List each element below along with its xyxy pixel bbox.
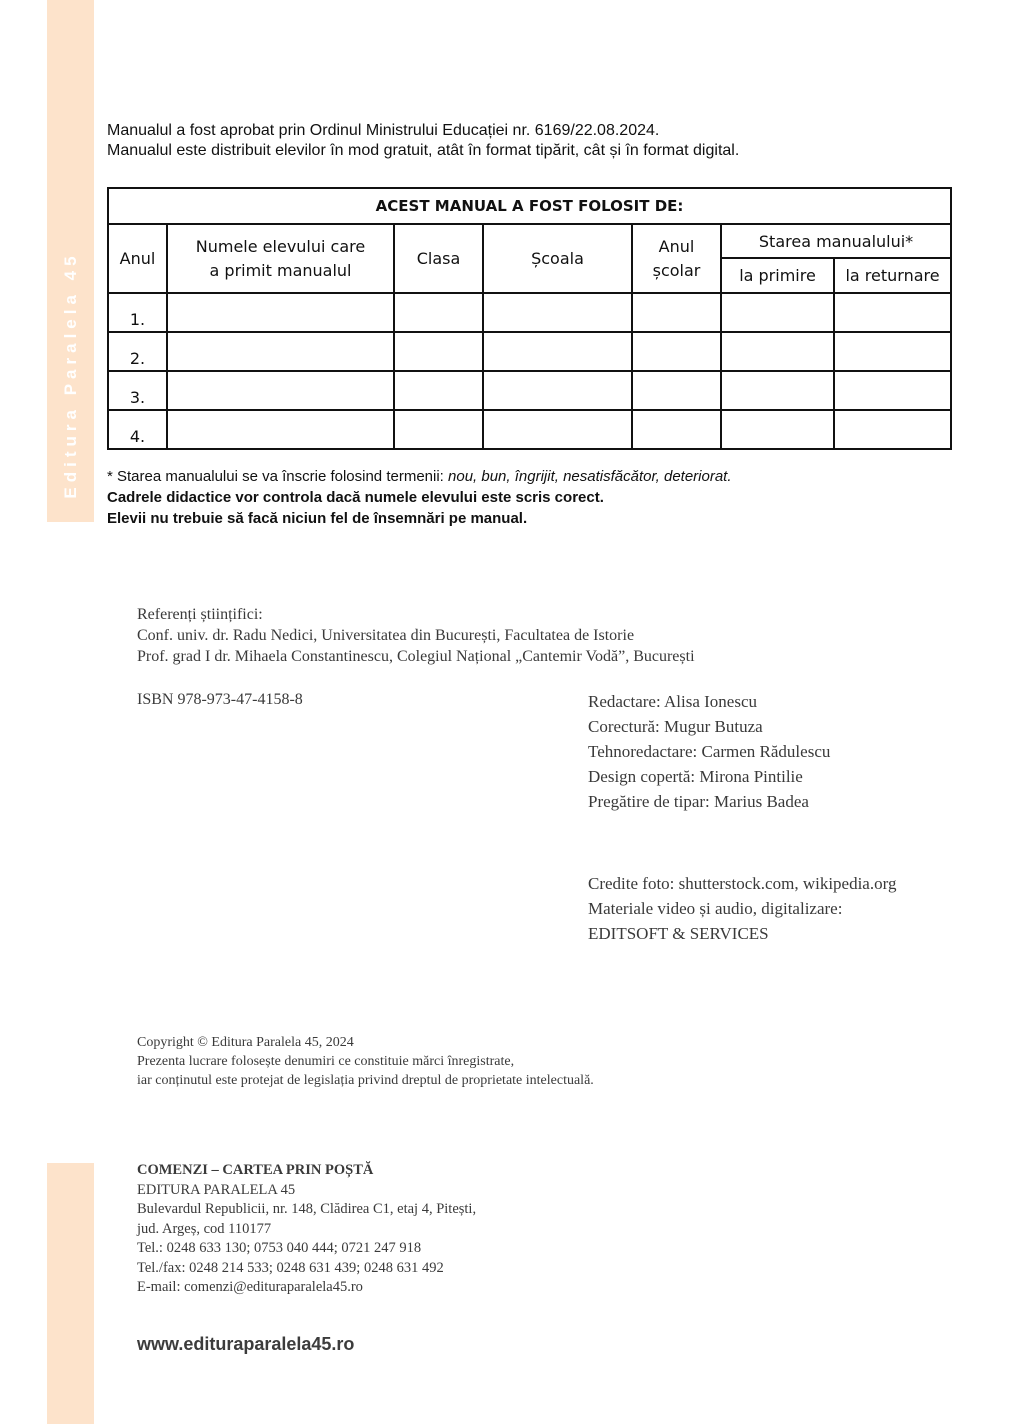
cell-school <box>483 332 632 371</box>
row-number: 4. <box>108 410 167 449</box>
table-title: ACEST MANUAL A FOST FOLOSIT DE: <box>108 188 951 224</box>
cell-on-return <box>834 371 951 410</box>
cell-school <box>483 410 632 449</box>
header-on-receipt: la primire <box>721 258 834 293</box>
orders-email[interactable]: E-mail: comenzi@edituraparalela45.ro <box>137 1279 363 1295</box>
credit-item: Design copertă: Mirona Pintilie <box>588 767 803 786</box>
orders-publisher: EDITURA PARALELA 45 <box>137 1181 296 1198</box>
sidebar-strip-top <box>47 0 94 522</box>
cell-on-return <box>834 332 951 371</box>
table-row <box>108 293 951 332</box>
referees-heading: Referenți științifici: <box>137 606 263 623</box>
table-row <box>108 332 951 371</box>
cell-school <box>483 293 632 332</box>
orders-tel: Tel.: 0248 633 130; 0753 040 444; 0721 247 918 <box>137 1240 422 1256</box>
header-school-year <box>632 224 721 293</box>
table-title-row <box>108 188 951 224</box>
orders-address-line2: jud. Argeș, cod 110177 <box>137 1220 272 1237</box>
cell-on-return <box>834 293 951 332</box>
header-school: Școala <box>483 224 632 293</box>
credit-item: Corectură: Mugur Butuza <box>588 717 763 736</box>
media-credits <box>588 871 896 946</box>
orders-address-line1: Bulevardul Republicii, nr. 148, Clădirea C1, etaj 4, Pitești, <box>137 1201 477 1217</box>
referee-item: Conf. univ. dr. Radu Nedici, Universitatea din București, Facultatea de Istorie <box>137 627 635 644</box>
approval-text <box>107 121 739 161</box>
header-condition: Starea manualului* <box>721 224 951 258</box>
cell-student-name <box>167 332 394 371</box>
footnote-text: * Starea manualului se va înscrie folosind termenii: <box>107 468 449 485</box>
approval-line-2: Manualul este distribuit elevilor în mod gratuit, atât în format tipărit, cât și în format digital. <box>107 142 740 159</box>
teachers-note: Cadrele didactice vor controla dacă numele elevului este scris corect. <box>107 489 604 506</box>
cell-on-receipt <box>721 332 834 371</box>
sidebar-label-text: Editura Paralela 45 <box>60 251 80 499</box>
orders-telfax: Tel./fax: 0248 214 533; 0248 631 439; 0248 631 492 <box>137 1259 444 1276</box>
header-school-year-line2: școlar <box>652 260 701 280</box>
media-item: Credite foto: shutterstock.com, wikipedia.org <box>588 874 897 893</box>
header-class: Clasa <box>394 224 483 293</box>
referee-item: Prof. grad I dr. Mihaela Constantinescu, Colegiul Național „Cantemir Vodă”, București <box>137 648 695 665</box>
copyright-block <box>137 1033 594 1090</box>
table-header-row <box>108 224 951 258</box>
table-row <box>108 410 951 449</box>
header-student-name <box>167 224 394 293</box>
isbn: ISBN 978-973-47-4158-8 <box>137 691 303 708</box>
media-item: Materiale video și audio, digitalizare: <box>588 899 843 918</box>
orders-block <box>137 1161 476 1298</box>
row-number: 2. <box>108 332 167 371</box>
sidebar-publisher-label <box>47 0 94 522</box>
cell-school-year <box>632 371 721 410</box>
credit-item: Redactare: Alisa Ionescu <box>588 692 757 711</box>
approval-line-1: Manualul a fost aprobat prin Ordinul Ministrului Educației nr. 6169/22.08.2024. <box>107 122 660 139</box>
cell-student-name <box>167 410 394 449</box>
cell-class <box>394 293 483 332</box>
condition-footnote <box>107 466 732 487</box>
cell-on-receipt <box>721 410 834 449</box>
cell-class <box>394 410 483 449</box>
cell-on-return <box>834 410 951 449</box>
copyright-line: Copyright © Editura Paralela 45, 2024 <box>137 1035 354 1050</box>
cell-school-year <box>632 293 721 332</box>
credit-item: Pregătire de tipar: Marius Badea <box>588 792 809 811</box>
row-number: 3. <box>108 371 167 410</box>
cell-school-year <box>632 332 721 371</box>
header-student-name-line1: Numele elevului care <box>195 236 366 256</box>
media-item: EDITSOFT & SERVICES <box>588 924 769 943</box>
table-row <box>108 371 951 410</box>
cell-student-name <box>167 293 394 332</box>
header-school-year-line1: Anul <box>658 236 695 256</box>
cell-class <box>394 332 483 371</box>
orders-heading: COMENZI – CARTEA PRIN POȘTĂ <box>137 1162 374 1178</box>
credit-item: Tehnoredactare: Carmen Rădulescu <box>588 742 831 761</box>
sidebar-strip-bottom <box>47 1163 94 1424</box>
copyright-line: iar conținutul este protejat de legislația privind dreptul de proprietate intelectuală. <box>137 1073 594 1088</box>
usage-table <box>107 187 952 450</box>
header-on-return: la returnare <box>834 258 951 293</box>
header-year: Anul <box>108 224 167 293</box>
editorial-credits <box>588 689 830 814</box>
cell-class <box>394 371 483 410</box>
cell-on-receipt <box>721 371 834 410</box>
website-link[interactable]: www.edituraparalela45.ro <box>137 1334 355 1354</box>
header-student-name-line2: a primit manualul <box>209 260 352 280</box>
row-number: 1. <box>108 293 167 332</box>
footnote-terms: nou, bun, îngrijit, nesatisfăcător, deteriorat. <box>448 468 732 485</box>
referees-block <box>137 604 695 667</box>
students-note: Elevii nu trebuie să facă niciun fel de însemnări pe manual. <box>107 510 528 527</box>
cell-school-year <box>632 410 721 449</box>
cell-student-name <box>167 371 394 410</box>
copyright-line: Prezenta lucrare folosește denumiri ce constituie mărci înregistrate, <box>137 1054 515 1069</box>
cell-school <box>483 371 632 410</box>
table-notes <box>107 466 732 529</box>
cell-on-receipt <box>721 293 834 332</box>
